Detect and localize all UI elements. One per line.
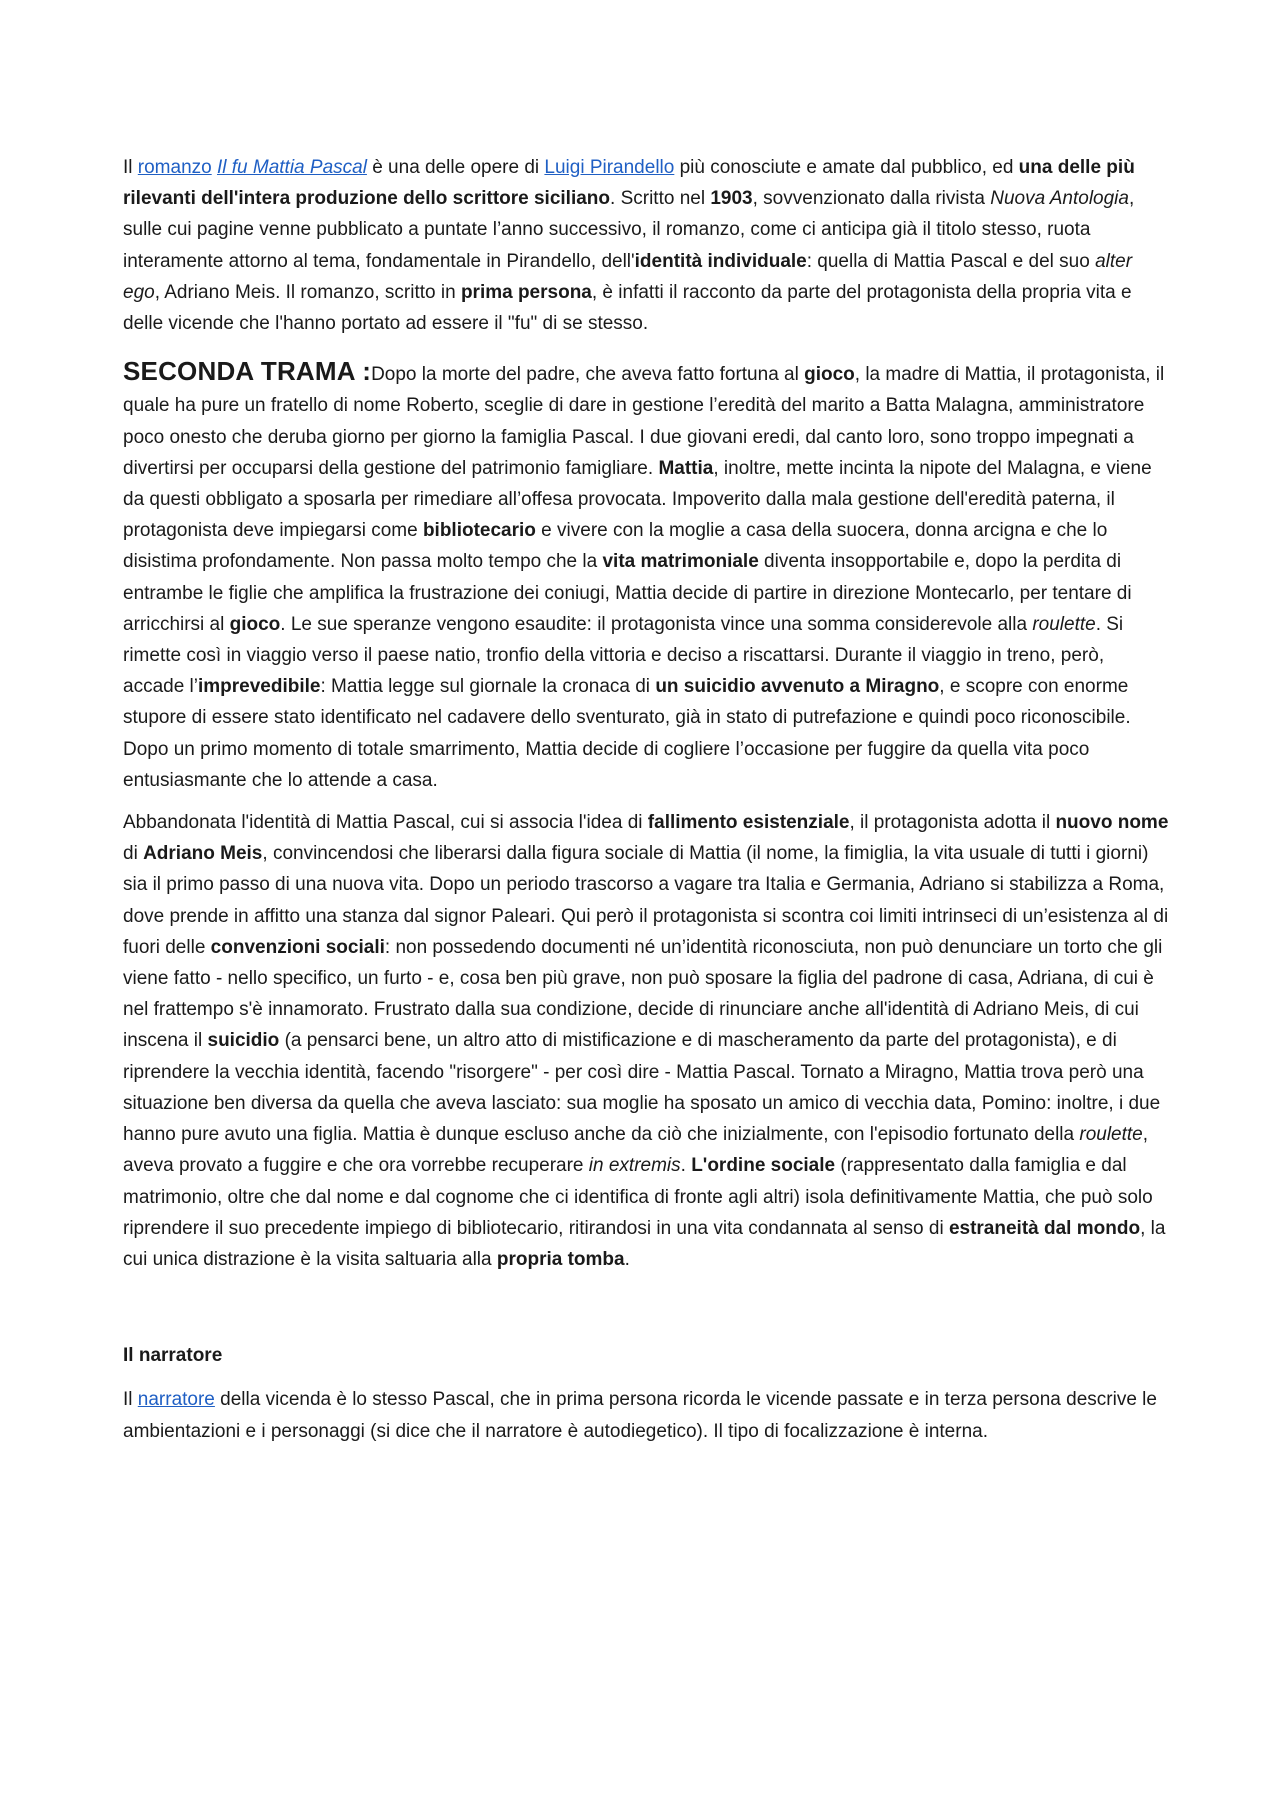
text: . Le sue speranze vengono esaudite: il protagonista vince una somma considerevole alla (280, 613, 1033, 635)
text: , sulle cui pagine venne pubblicato a puntate l’anno successivo, il romanzo, come ci anticipa già il titolo stesso, ruota interamente attorno al tema, fondamentale in Pirandello, dell' (123, 188, 1135, 272)
narratore-paragraph (123, 1384, 1170, 1446)
text: . Si rimette così in viaggio verso il paese natio, tronfio della vittoria e deciso a riscattarsi. Durante il viaggio in treno, però, accade l’ (123, 613, 1124, 698)
text: , sovvenzionato dalla rivista (752, 188, 991, 210)
text: , il protagonista adotta il (849, 812, 1056, 834)
text: (rappresentato dalla famiglia e dal matrimonio, oltre che dal nome e dal cognome che ci identifica di fronte agli altri) isola definitivamente Mattia, che può solo riprendere il suo precedente impiego di bibliotecario, ritirandosi in una vita condannata al senso di (123, 1155, 1153, 1239)
text: di (123, 843, 144, 865)
text: , e scopre con enorme stupore di essere stato identificato nel cadavere dello sventurato, già in stato di putrefazione e quindi poco riconoscibile. Dopo un primo momento di totale smarrimento, Mattia decide di cogliere l’occasione per fuggire da quella vita poco entusiasmante che lo attende a casa. (123, 676, 1131, 791)
spacer (123, 1286, 1170, 1306)
bold-text: suicidio (207, 1030, 280, 1052)
bold-text: L'ordine sociale (691, 1155, 836, 1177)
bold-text: fallimento esistenziale (647, 812, 850, 834)
novel-title: Il fu Mattia Pascal (216, 157, 367, 178)
link-romanzo[interactable]: romanzo (137, 157, 212, 178)
link-author[interactable]: Luigi Pirandello (544, 157, 675, 178)
bold-text: prima persona (460, 281, 592, 303)
text: della vicenda è lo stesso Pascal, che in prima persona ricorda le vicende passate e in terza persona descrive le ambientazioni e i personaggi (si dice che il narratore è autodiegetico). Il tipo di focalizzazione è interna. (123, 1389, 1157, 1442)
bold-text: bibliotecario (422, 520, 536, 542)
bold-text: identità individuale (634, 250, 807, 272)
text: , inoltre, mette incinta la nipote del Malagna, e viene da questi obbligato a sposarla per rimediare all’offesa provocata. Impoverito dalla mala gestione dell'eredità paterna, il protagonista deve impiegarsi come (123, 457, 1152, 542)
italic-text: roulette (1032, 613, 1096, 635)
bold-text: vita matrimoniale (602, 551, 759, 573)
bold-text: una delle più rilevanti dell'intera produzione dello scrittore siciliano (123, 157, 1135, 210)
text: : quella di Mattia Pascal e del suo (806, 250, 1096, 272)
text: è una delle opere di (366, 157, 545, 178)
link-narratore[interactable]: narratore (137, 1389, 215, 1411)
italic-text: roulette (1079, 1124, 1143, 1146)
text: Dopo la morte del padre, che aveva fatto fortuna al (371, 364, 805, 386)
trama-paragraph (123, 356, 1170, 796)
bold-text: propria tomba (496, 1248, 625, 1270)
text: , aveva provato a fuggire e che ora vorrebbe recuperare (123, 1124, 1149, 1177)
italic-text: Nuova Antologia (990, 188, 1129, 210)
text: , la cui unica distrazione è la visita saltuaria alla (123, 1217, 1166, 1270)
text: e vivere con la moglie a casa della suocera, donna arcigna e che lo disistima profondamente. Non passa molto tempo che la (123, 520, 1108, 573)
bold-text: gioco (229, 613, 281, 635)
text: : Mattia legge sul giornale la cronaca di (320, 676, 656, 698)
narratore-heading: Il narratore (123, 1345, 223, 1367)
link-novel-title[interactable] (217, 157, 367, 178)
bold-text: imprevedibile (198, 676, 321, 698)
body-paragraph (123, 807, 1170, 1275)
text: : non possedendo documenti né un’identità riconosciuta, non può denunciare un torto che gli viene fatto - nello specifico, un furto - e, cosa ben più grave, non può sposare la figlia del padrone di casa, Adriana, di cui è nel frattempo s'è innamorato. Frustrato dalla sua condizione, decide di rinunciare anche all'identità di Adriano Meis, di cui inscena il (123, 936, 1163, 1052)
text: . (680, 1155, 692, 1177)
bold-text: nuovo nome (1055, 812, 1169, 834)
text: diventa insopportabile e, dopo la perdita di entrambe le figlie che amplifica la frustrazione dei coniugi, Mattia decide di partire in direzione Montecarlo, per tentare di arricchirsi al (123, 551, 1132, 635)
bold-text: Mattia (658, 457, 714, 479)
text: Il (123, 1389, 138, 1411)
text: , la madre di Mattia, il protagonista, il quale ha pure un fratello di nome Roberto, sceglie di dare in gestione l’eredità del marito a Batta Malagna, amministratore poco onesto che deruba giorno per giorno la famiglia Pascal. I due giovani eredi, dal canto loro, sono troppo impegnati a divertirsi per occuparsi della gestione del patrimonio famigliare. (123, 364, 1165, 479)
text: , convincendosi che liberarsi dalla figura sociale di Mattia (il nome, la fimiglia, la vita usuale di tutti i giorni) sia il primo passo di una nuova vita. Dopo un periodo trascorso a vagare tra Italia e Germania, Adriano si stabilizza a Roma, dove prende in affitto una stanza dal signor Paleari. Qui però il protagonista si scontra coi limiti intrinseci di un’esistenza al di fuori delle (123, 843, 1169, 958)
text: (a pensarci bene, un altro atto di mistificazione e di mascheramento da parte del protagonista), e di riprendere la vecchia identità, facendo "risorgere" - per così dire - Mattia Pascal. Tornato a Miragno, Mattia trova però una situazione ben diversa da quella che aveva lasciato: sua moglie ha sposato un amico di vecchia data, Pomino: inoltre, i due hanno pure avuto una figlia. Mattia è dunque escluso anche da ciò che inizialmente, con l'episodio fortunato della (123, 1030, 1161, 1146)
bold-text: 1903 (710, 188, 753, 210)
text: , è infatti il racconto da parte del protagonista della propria vita e delle vicende che l'hanno portato ad essere il "fu" di se stesso. (123, 281, 1132, 335)
italic-text: in extremis (588, 1155, 681, 1177)
text: più conosciute e amate dal pubblico, ed (674, 157, 1019, 178)
intro-paragraph (123, 152, 1170, 339)
bold-text: un suicidio avvenuto a Miragno (655, 676, 940, 698)
bold-text: estraneità dal mondo (948, 1217, 1141, 1239)
text: . (624, 1248, 630, 1270)
text: Abbandonata l'identità di Mattia Pascal, cui si associa l'idea di (123, 812, 648, 834)
bold-text: convenzioni sociali (210, 936, 385, 958)
trama-heading: SECONDA TRAMA : (123, 356, 372, 387)
text: , Adriano Meis. Il romanzo, scritto in (154, 281, 461, 303)
text: Il (123, 157, 138, 178)
italic-text: alter ego (123, 250, 1133, 303)
bold-text: gioco (804, 364, 855, 386)
text: . Scritto nel (610, 188, 711, 210)
bold-text: Adriano Meis (143, 843, 263, 865)
